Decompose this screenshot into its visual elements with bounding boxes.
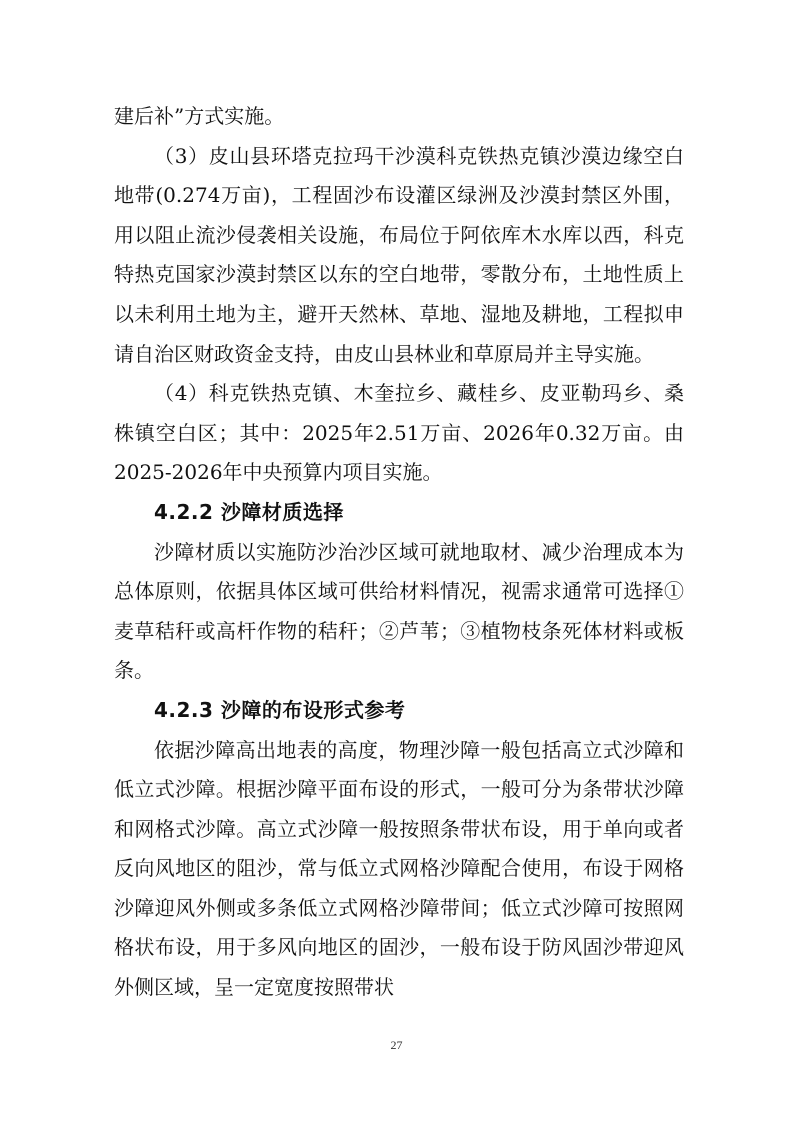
- section-heading-4-2-3: 4.2.3 沙障的布设形式参考: [154, 697, 406, 722]
- paragraph-material-selection: 沙障材质以实施防沙治沙区域可就地取材、减少治理成本为总体原则，依据具体区域可供给材料情况，视需求通常可选择①麦草秸秆或高杆作物的秸秆；②芦苇；③植物枝条死体材料或板条。: [114, 539, 684, 683]
- paragraph-layout-form: 依据沙障高出地表的高度，物理沙障一般包括高立式沙障和低立式沙障。根据沙障平面布设的形式，一般可分为条带状沙障和网格式沙障。高立式沙障一般按照条带状布设，用于单向或者反向风地区的阻沙，常与低立式网格沙障配合使用，布设于网格沙障迎风外侧或多条低立式网格沙障带间；低立式沙障可按照网格状布设，用于多风向地区的固沙，一般布设于防风固沙带迎风外侧区域，呈一定宽度按照带状: [114, 737, 684, 1000]
- document-body: [114, 97, 684, 1008]
- paragraph-continuation: 建后补”方式实施。: [114, 104, 285, 128]
- paragraph-item-3: （3）皮山县环塔克拉玛干沙漠科克铁热克镇沙漠边缘空白地带(0.274万亩)，工程固沙布设灌区绿洲及沙漠封禁区外围，用以阻止流沙侵袭相关设施，布局位于阿依库木水库以西，科克特热克国家沙漠封禁区以东的空白地带，零散分布，土地性质上以未利用土地为主，避开天然林、草地、湿地及耕地，工程拟申请自治区财政资金支持，由皮山县林业和草原局并主导实施。: [114, 143, 684, 366]
- paragraph-item-4: （4）科克铁热克镇、木奎拉乡、藏桂乡、皮亚勒玛乡、桑株镇空白区；其中：2025年2.51万亩、2026年0.32万亩。由2025-2026年中央预算内项目实施。: [114, 381, 684, 485]
- section-heading-4-2-2: 4.2.2 沙障材质选择: [154, 499, 344, 524]
- page-number: 27: [390, 1038, 403, 1052]
